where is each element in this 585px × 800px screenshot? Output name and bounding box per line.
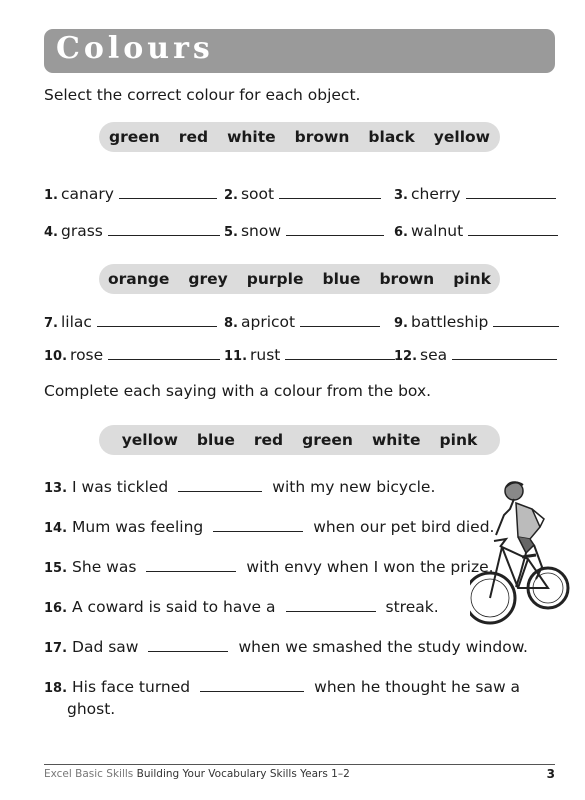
word-box-3-word: blue [196,431,235,449]
word-box-2 [99,264,500,294]
question-word: snow [240,222,282,240]
question-item [224,184,381,203]
word-box-1-word: green [108,128,160,146]
question-word: rust [250,346,281,364]
saying-number: 15. [44,561,68,576]
question-item [224,221,384,240]
question-item [224,312,380,331]
saying-after: streak. [385,598,439,616]
title-bar [44,29,555,73]
saying-before: His face turned [72,678,191,696]
instruction-1: Select the correct colour for each object. [44,86,361,104]
question-word: soot [240,185,275,203]
question-word: apricot [240,313,296,331]
saying-before: Mum was feeling [72,518,204,536]
saying-blank[interactable] [286,597,376,612]
saying-item [44,477,435,496]
answer-blank[interactable] [108,221,220,236]
word-box-1-word: brown [294,128,350,146]
saying-item [44,637,528,656]
saying-number: 14. [44,521,68,536]
word-box-2-word: grey [188,270,228,288]
saying-blank[interactable] [178,477,262,492]
saying-after: with envy when I won the prize. [246,558,494,576]
saying-blank[interactable] [146,557,236,572]
footer-brand: Excel Basic Skills [44,768,134,780]
front-wheel [470,573,515,623]
saying-number: 13. [44,481,68,496]
question-item [224,345,395,364]
saying-after: with my new bicycle. [272,478,436,496]
answer-blank[interactable] [285,345,395,360]
question-number: 8. [224,316,238,331]
question-number: 12. [394,349,418,364]
question-row [44,221,555,243]
saying-after: when we smashed the study window. [238,638,528,656]
answer-blank[interactable] [119,184,217,199]
question-row [44,345,555,367]
footer-book-title: Building Your Vocabulary Skills Years 1–2 [136,768,350,780]
question-number: 9. [394,316,408,331]
saying-blank[interactable] [200,677,304,692]
word-box-3-word: white [371,431,421,449]
question-number: 3. [394,188,408,203]
question-item [394,312,559,331]
question-number: 6. [394,225,408,240]
saying-after: when our pet bird died. [313,518,495,536]
word-box-3 [99,425,500,455]
saying-number: 17. [44,641,68,656]
saying-item [44,517,494,536]
word-box-1-word: yellow [433,128,490,146]
question-word: walnut [410,222,464,240]
answer-blank[interactable] [452,345,557,360]
question-number: 1. [44,188,58,203]
question-word: canary [60,185,114,203]
answer-blank[interactable] [97,312,217,327]
answer-blank[interactable] [279,184,381,199]
saying-item [44,677,520,696]
question-item [44,184,217,203]
question-item [394,345,557,364]
answer-blank[interactable] [466,184,556,199]
question-item [394,184,556,203]
page-number: 3 [546,767,555,781]
footer-credit [44,768,350,780]
question-word: sea [420,346,448,364]
answer-blank[interactable] [493,312,559,327]
saying-continuation: ghost. [67,700,116,718]
question-number: 2. [224,188,238,203]
question-number: 10. [44,349,68,364]
answer-blank[interactable] [108,345,220,360]
saying-number: 18. [44,681,68,696]
word-box-1-word: white [227,128,276,146]
saying-before: I was tickled [72,478,169,496]
question-item [44,221,220,240]
saying-after: when he thought he saw a [314,678,521,696]
word-box-3-word: red [253,431,284,449]
answer-blank[interactable] [468,221,558,236]
word-box-2-word: orange [108,270,170,288]
word-box-2-word: purple [246,270,304,288]
saying-item [44,557,494,576]
saying-blank[interactable] [213,517,303,532]
answer-blank[interactable] [286,221,384,236]
question-row [44,184,555,206]
question-number: 5. [224,225,238,240]
saying-item [44,597,439,616]
word-box-1 [99,122,500,152]
word-box-2-word: blue [322,270,361,288]
saying-before: Dad saw [72,638,139,656]
footer-divider [44,764,555,765]
question-word: grass [60,222,103,240]
question-word: cherry [410,185,461,203]
word-box-1-word: red [178,128,209,146]
question-word: rose [70,346,104,364]
saying-before: A coward is said to have a [72,598,276,616]
question-word: battleship [410,313,489,331]
question-item [44,312,217,331]
rider-shirt [516,503,540,539]
question-number: 4. [44,225,58,240]
word-box-2-word: brown [379,270,435,288]
word-box-2-word: pink [453,270,491,288]
word-box-3-word: yellow [121,431,178,449]
answer-blank[interactable] [300,312,380,327]
word-box-3-word: green [302,431,353,449]
question-item [394,221,558,240]
saying-before: She was [72,558,137,576]
word-box-3-word: pink [439,431,478,449]
question-word: lilac [60,313,92,331]
question-item [44,345,220,364]
question-row [44,312,555,334]
saying-number: 16. [44,601,68,616]
question-number: 7. [44,316,58,331]
instruction-2: Complete each saying with a colour from the box. [44,382,432,400]
question-number: 11. [224,349,248,364]
word-box-1-word: black [368,128,415,146]
page-title: Colours [56,31,214,66]
boy-on-bicycle-illustration [470,475,570,627]
saying-blank[interactable] [148,637,228,652]
